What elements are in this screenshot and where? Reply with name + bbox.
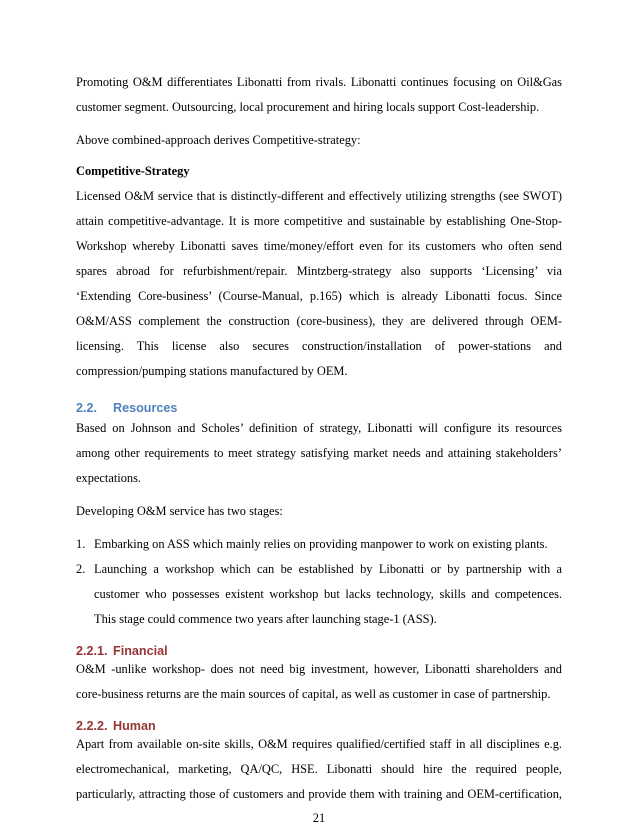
strategy-line-6: O&M/ASS complement the construction (core-business), they are delivered through OEM- xyxy=(76,314,562,328)
section-title: Financial xyxy=(113,644,168,658)
page-number: 21 xyxy=(312,811,326,825)
human-line-2: electromechanical, marketing, QA/QC, HSE. Libonatti should hire the required people, xyxy=(76,762,562,776)
stages-intro: Developing O&M service has two stages: xyxy=(76,504,283,518)
intro-line-1: Promoting O&M differentiates Libonatti from rivals. Libonatti continues focusing on Oil&Gas xyxy=(76,75,562,89)
resources-line-2: among other requirements to meet strategy satisfying market needs and attaining stakeholders’ xyxy=(76,446,562,460)
strategy-line-5: ‘Extending Core-business’ (Course-Manual, p.165) which is already Libonatti focus. Since xyxy=(76,289,562,303)
human-line-3: particularly, attracting those of customers and provide them with training and OEM-certification, xyxy=(76,787,562,801)
human-line-1: Apart from available on-site skills, O&M requires qualified/certified staff in all disciplines e.g. xyxy=(76,737,562,751)
financial-line-1: O&M -unlike workshop- does not need big investment, however, Libonatti shareholders and xyxy=(76,662,562,676)
list-item-1-line-1: Embarking on ASS which mainly relies on providing manpower to work on existing plants. xyxy=(94,537,548,551)
list-item-2-line-3: This stage could commence two years after launching stage-1 (ASS). xyxy=(94,612,437,626)
section-number: 2.2.1. xyxy=(76,644,108,658)
financial-line-2: core-business returns are the main sources of capital, as well as customer in case of partnership. xyxy=(76,687,551,701)
resources-line-1: Based on Johnson and Scholes’ definition of strategy, Libonatti will configure its resources xyxy=(76,421,562,435)
section-number: 2.2. xyxy=(76,401,98,415)
intro-line-2: customer segment. Outsourcing, local procurement and hiring locals support Cost-leadership. xyxy=(76,100,540,114)
list-item-number: 2. xyxy=(76,562,86,576)
strategy-line-4: spares abroad for refurbishment/repair. Mintzberg-strategy also supports ‘Licensing’ via xyxy=(76,264,562,278)
strategy-line-8: compression/pumping stations manufactured by OEM. xyxy=(76,364,348,378)
competitive-strategy-heading: Competitive-Strategy xyxy=(76,164,190,178)
section-heading-financial xyxy=(76,643,168,659)
strategy-line-3: Workshop whereby Libonatti saves time/money/effort even for its customers who often send xyxy=(76,239,562,253)
list-item-2-line-1: Launching a workshop which can be established by Libonatti or by partnership with a xyxy=(94,562,562,576)
list-item-2-line-2: customer who possesses existent workshop but lacks technology, skills and competences. xyxy=(94,587,562,601)
strategy-line-2: attain competitive-advantage. It is more competitive and sustainable by establishing One-Stop- xyxy=(76,214,562,228)
resources-line-3: expectations. xyxy=(76,471,142,485)
combined-approach-text: Above combined-approach derives Competitive-strategy: xyxy=(76,133,361,147)
strategy-line-1: Licensed O&M service that is distinctly-different and effectively utilizing strengths (see SWOT) xyxy=(76,189,562,203)
section-heading-resources xyxy=(76,400,177,416)
list-item-number: 1. xyxy=(76,537,86,551)
section-heading-human xyxy=(76,718,156,734)
strategy-line-7: licensing. This license also secures construction/installation of power-stations and xyxy=(76,339,562,353)
section-number: 2.2.2. xyxy=(76,719,108,733)
section-title: Human xyxy=(113,719,156,733)
section-title: Resources xyxy=(113,401,178,415)
